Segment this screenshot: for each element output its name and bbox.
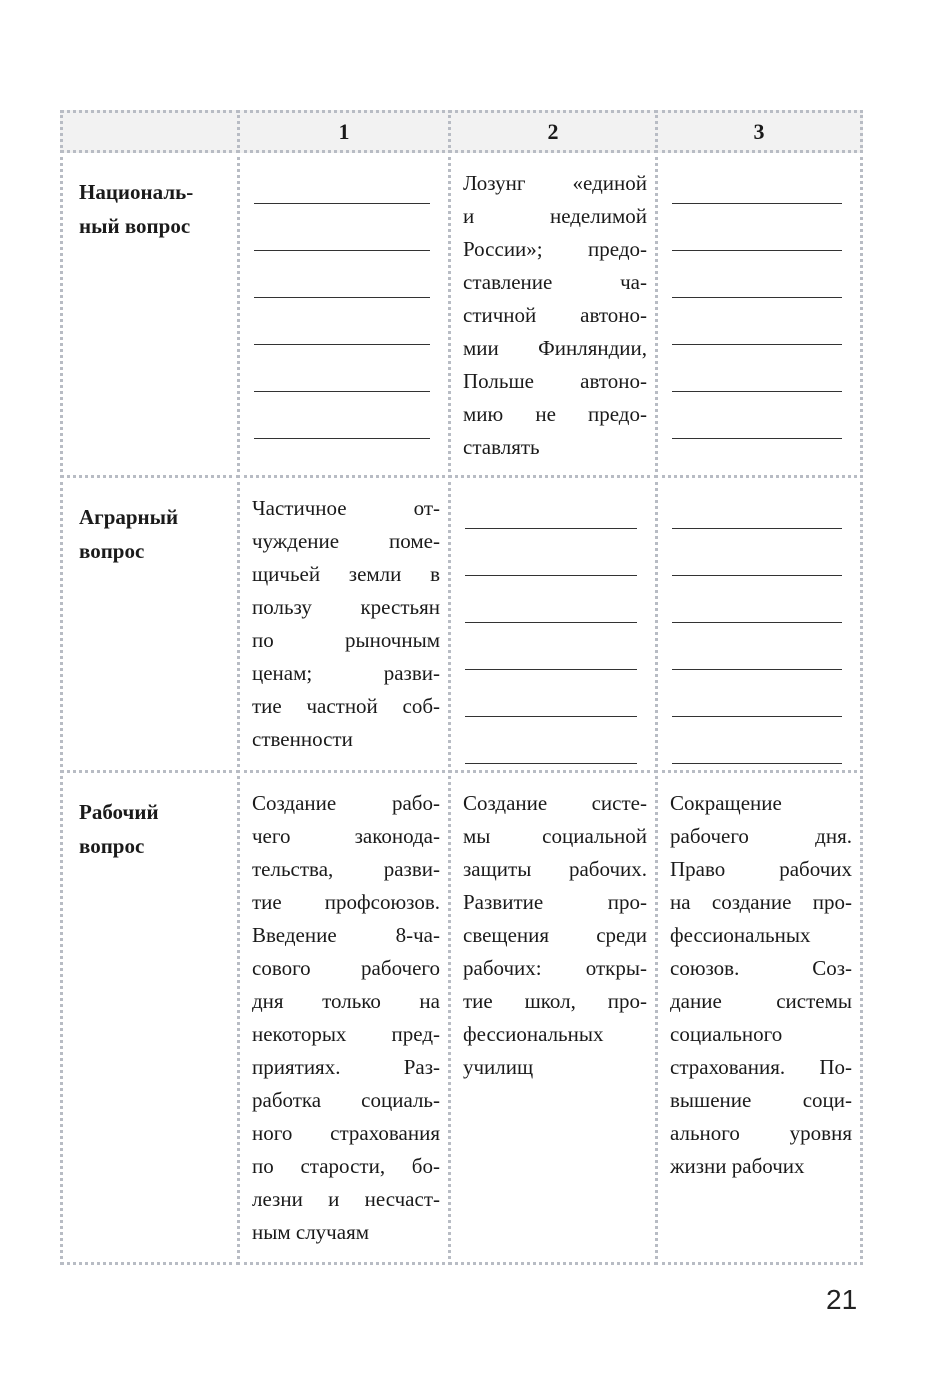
answer-blank-line[interactable] xyxy=(254,344,430,345)
cell-text-line: рабочего дня. xyxy=(670,824,852,848)
answer-blank-line[interactable] xyxy=(465,528,637,529)
row-label-line: ный вопрос xyxy=(79,214,191,238)
answer-blank-line[interactable] xyxy=(465,763,637,764)
cell-text-line: работка социаль- xyxy=(252,1088,440,1112)
page-number: 21 xyxy=(826,1284,858,1315)
cell-text-line: дня только на xyxy=(252,989,440,1013)
answer-blank-line[interactable] xyxy=(254,391,430,392)
cell-text-line: фессиональных xyxy=(670,923,811,947)
cell-text-line: чуждение поме- xyxy=(252,529,440,553)
cell-text-line: защиты рабочих. xyxy=(463,857,647,881)
cell-text-line: Право рабочих xyxy=(670,857,852,881)
cell-text-line: некоторых пред- xyxy=(252,1022,440,1046)
answer-blank-line[interactable] xyxy=(672,575,842,576)
answer-cell xyxy=(237,150,451,478)
answer-blank-line[interactable] xyxy=(465,622,637,623)
cell-text-line: ным случаям xyxy=(252,1220,370,1244)
cell-text-line: стичной автоно- xyxy=(463,303,647,327)
cell-text-line: тие школ, про- xyxy=(463,989,647,1013)
answer-blank-line[interactable] xyxy=(465,669,637,670)
row-label xyxy=(60,150,240,478)
cell-text-line: сового рабочего xyxy=(252,956,440,980)
answer-blank-line[interactable] xyxy=(672,716,842,717)
answer-blank-line[interactable] xyxy=(254,203,430,204)
row-label xyxy=(60,475,240,773)
cell-text-line: приятиях. Раз- xyxy=(252,1055,440,1079)
cell-text-line: Частичное от- xyxy=(252,496,440,520)
header-cell: 1 xyxy=(237,110,451,153)
cell-text-line: Создание рабо- xyxy=(252,791,440,815)
answer-blank-line[interactable] xyxy=(465,716,637,717)
row-label-line: вопрос xyxy=(79,834,145,858)
cell-text-line: ставлять xyxy=(463,435,540,459)
table-cell xyxy=(448,150,658,478)
cell-text-line: союзов. Соз- xyxy=(670,956,852,980)
answer-blank-line[interactable] xyxy=(672,250,842,251)
cell-text-line: страхования. По- xyxy=(670,1055,852,1079)
answer-blank-line[interactable] xyxy=(672,763,842,764)
answer-blank-line[interactable] xyxy=(254,297,430,298)
answer-blank-line[interactable] xyxy=(254,438,430,439)
header-cell: 3 xyxy=(655,110,863,153)
answer-cell xyxy=(448,475,658,773)
cell-text-line: Сокращение xyxy=(670,791,782,815)
cell-text-line: щичьей земли в xyxy=(252,562,440,586)
cell-text-line: Создание систе- xyxy=(463,791,647,815)
header-cell: 2 xyxy=(448,110,658,153)
row-label-line: Аграрный xyxy=(79,505,179,529)
answer-cell xyxy=(655,150,863,478)
row-label-line: Националь- xyxy=(79,180,194,204)
cell-text-line: тие частной соб- xyxy=(252,694,440,718)
cell-text-line: мии Финляндии, xyxy=(463,336,647,360)
table-cell xyxy=(237,770,451,1265)
cell-text-line: Лозунг «единой xyxy=(463,171,647,195)
cell-text-line: мию не предо- xyxy=(463,402,647,426)
row-label xyxy=(60,770,240,1265)
cell-text-line: свещения среди xyxy=(463,923,647,947)
table-cell xyxy=(448,770,658,1265)
answer-blank-line[interactable] xyxy=(465,575,637,576)
answer-blank-line[interactable] xyxy=(672,203,842,204)
cell-text-line: на создание про- xyxy=(670,890,852,914)
cell-text-line: ного страхования xyxy=(252,1121,440,1145)
cell-text-line: социального xyxy=(670,1022,783,1046)
cell-text-line: фессиональных xyxy=(463,1022,604,1046)
answer-cell xyxy=(655,475,863,773)
cell-text-line: Развитие про- xyxy=(463,890,647,914)
comparison-table xyxy=(60,110,860,1262)
cell-text-line: ального уровня xyxy=(670,1121,852,1145)
cell-text-line: рабочих: откры- xyxy=(463,956,647,980)
answer-blank-line[interactable] xyxy=(672,528,842,529)
cell-text-line: ценам; разви- xyxy=(252,661,440,685)
answer-blank-line[interactable] xyxy=(672,391,842,392)
cell-text-line: по старости, бо- xyxy=(252,1154,440,1178)
cell-text-line: ставление ча- xyxy=(463,270,647,294)
answer-blank-line[interactable] xyxy=(672,344,842,345)
answer-blank-line[interactable] xyxy=(672,669,842,670)
cell-text-line: жизни рабочих xyxy=(670,1154,805,1178)
cell-text-line: по рыночным xyxy=(252,628,440,652)
cell-text-line: Введение 8-ча- xyxy=(252,923,440,947)
cell-text-line: дание системы xyxy=(670,989,852,1013)
table-cell xyxy=(237,475,451,773)
cell-text-line: ственности xyxy=(252,727,353,751)
table-cell xyxy=(655,770,863,1265)
cell-text-line: тельства, разви- xyxy=(252,857,440,881)
answer-blank-line[interactable] xyxy=(672,438,842,439)
header-cell xyxy=(60,110,240,153)
cell-text-line: вышение соци- xyxy=(670,1088,852,1112)
cell-text-line: пользу крестьян xyxy=(252,595,440,619)
cell-text-line: училищ xyxy=(463,1055,534,1079)
cell-text-line: и неделимой xyxy=(463,204,647,228)
answer-blank-line[interactable] xyxy=(254,250,430,251)
row-label-line: Рабочий xyxy=(79,800,159,824)
cell-text-line: лезни и несчаст- xyxy=(252,1187,440,1211)
cell-text-line: России»; предо- xyxy=(463,237,647,261)
row-label-line: вопрос xyxy=(79,539,145,563)
cell-text-line: Польше автоно- xyxy=(463,369,647,393)
cell-text-line: тие профсоюзов. xyxy=(252,890,440,914)
answer-blank-line[interactable] xyxy=(672,622,842,623)
cell-text-line: мы социальной xyxy=(463,824,647,848)
cell-text-line: чего законода- xyxy=(252,824,440,848)
answer-blank-line[interactable] xyxy=(672,297,842,298)
